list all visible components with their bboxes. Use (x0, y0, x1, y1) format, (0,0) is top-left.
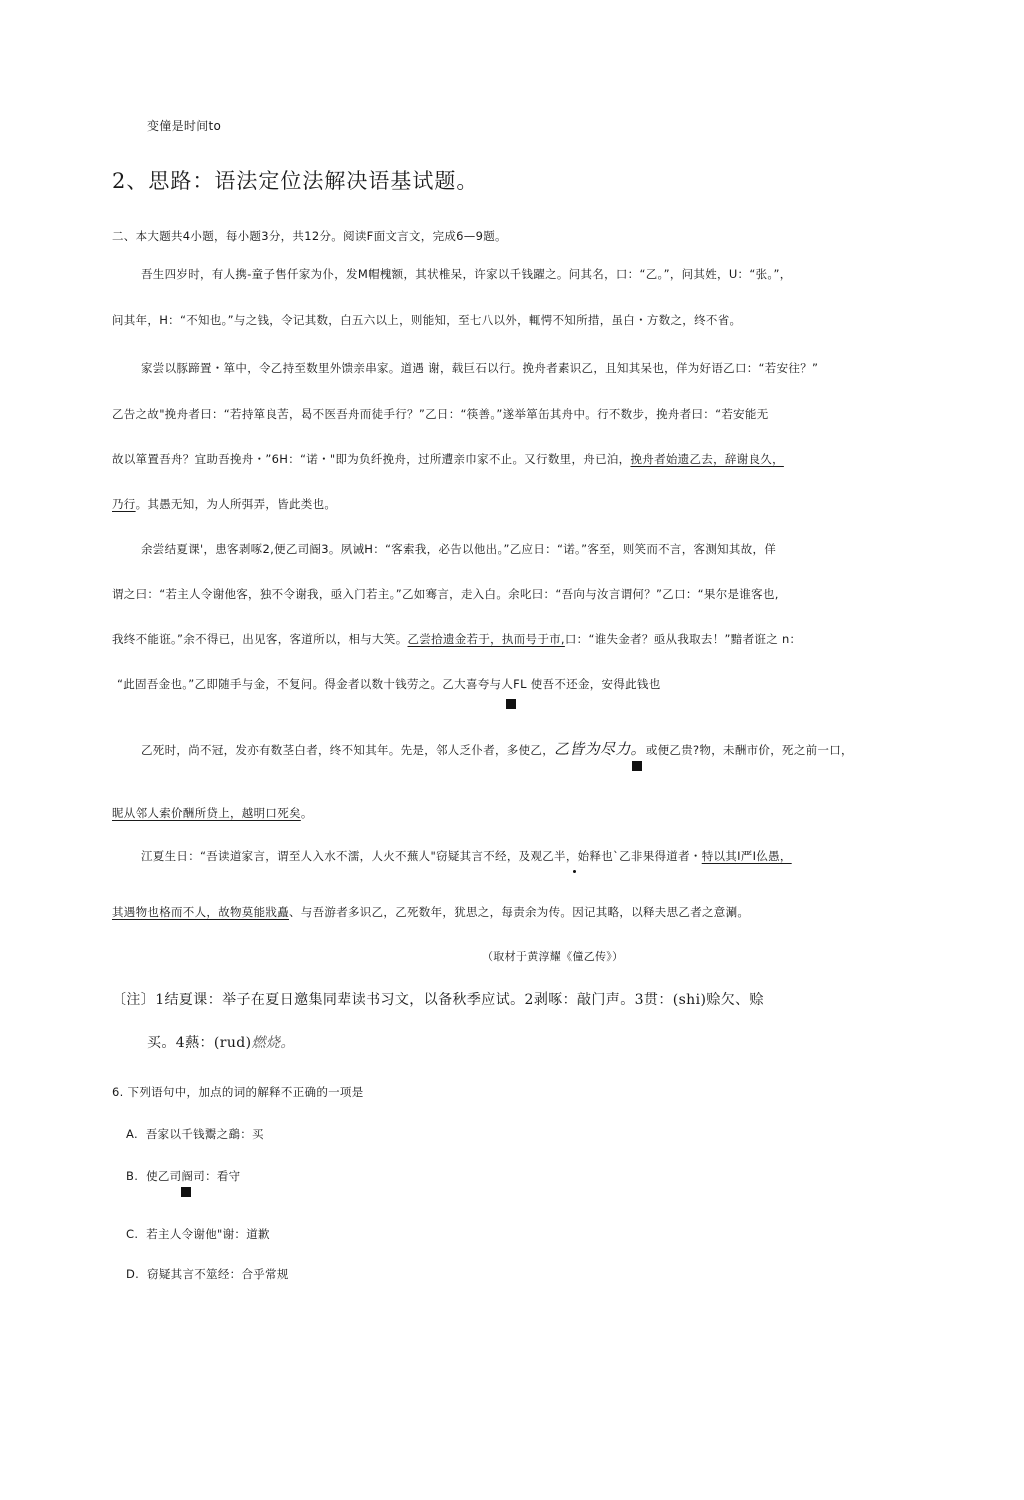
footnote-line: 〔注〕1结夏课：举子在夏日邀集同辈读书习文，以备秋季应试。2剥啄：敲门声。3贯：(shi)赊欠、赊 (112, 992, 764, 1008)
passage-line: 吾生四岁时，有人携-童子售仟家为仆，发M帽槐额，其状椎呆，许家以千钱躍之。问其名，口：“乙。”，问其姓，U：“张。”， (141, 267, 792, 281)
option-b[interactable] (126, 1168, 240, 1184)
underlined-text: 乃行 (112, 497, 136, 511)
option-letter: C. (126, 1227, 139, 1241)
passage-line (112, 805, 313, 821)
footnote-text: 燃烧。 (251, 1035, 295, 1051)
passage-text: 、与吾游者多识乙，乙死数年，犹思之，每责余为传。因记其略，以释夫思乙者之意涮。 (289, 905, 750, 919)
option-text: 使乙司阍司：看守 (146, 1169, 241, 1183)
underlined-text: 挽舟者始遗乙去，辞谢良久， (630, 452, 784, 466)
passage-line: 谓之曰：“若主人令谢他客，独不令谢我，亟入门若主。”乙如骞言，走入白。余叱曰：“吾向与汝言谓何？”乙口：“果尔是谁客也, (112, 587, 779, 601)
passage-line (141, 848, 792, 864)
passage-text: 或便乙贵?物，未酬市价，死之前一口， (645, 743, 853, 757)
option-text: 吾家以千钱鬻之鷂：买 (145, 1127, 264, 1141)
option-text: 窃疑其言不筮经：合乎常规 (147, 1267, 289, 1281)
option-letter: A. (126, 1127, 138, 1141)
passage-text: 。其愚无知，为人所弭弄，皆此类也。 (135, 497, 337, 511)
black-square-mark (632, 761, 642, 771)
underlined-text: 特以其I严I仫愚， (701, 849, 792, 863)
passage-line (112, 631, 801, 647)
passage-line (112, 496, 336, 512)
passage-text: 故以箪置吾舟？宜助吾挽舟・”6H：“诺・"即为负纤挽舟，过所遭亲巾家不止。又行数里，舟已泊， (112, 452, 631, 466)
passage-text: 江夏生日：“吾读道家言，谓至人入水不濡，人火不蕪人"窃疑其言不经，及观乙半，始释也`乙非果得道者・ (141, 849, 702, 863)
passage-text: 口：“谁失金者？亟从我取去！”黯者诳之 n： (564, 632, 802, 646)
source-citation: （取材于黄淳耀《僮乙传》） (482, 950, 624, 963)
passage-line: “此固吾金也。”乙即随手与金，不复问。得金者以数十钱劳之。乙大喜夸与人FL 使吾不还金，安得此钱也 (117, 677, 661, 691)
emphasized-text: 乙皆为尽力。 (554, 740, 646, 758)
footnote-text: 买。4爇：(rud) (147, 1035, 252, 1051)
underlined-text: 乙尝拾遗金若于，执而号于市, (407, 632, 565, 646)
passage-line: 家尝以豚蹄置・箪中，令乙持至数里外馈亲串家。道遇 谢，载巨石以行。挽舟者素识乙，且知其呆也，佯为好语乙口：“若安往？” (141, 361, 819, 375)
section-intro: 二、本大题共4小题，每小题3分，共12分。阅读F面文言文，完成6—9题。 (112, 229, 507, 243)
underlined-text: 其遇物也格而不人，故物莫能戕矗 (112, 905, 289, 919)
option-letter: B. (126, 1169, 139, 1183)
passage-line (141, 741, 853, 758)
passage-line: 乙告之故"挽舟者曰：“若持箪良苦，曷不医吾舟而徒手行？”乙日：“筷善。”遂举箪缶其舟中。行不数步，挽舟者曰：“若安能无 (112, 407, 769, 421)
black-square-mark (506, 699, 516, 709)
passage-text: 我终不能诳。”余不得已，出见客，客道所以，相与大笑。 (112, 632, 408, 646)
passage-text: 乙死时，尚不冠，发亦有数茎白者，终不知其年。先是，邻人乏仆者，多使乙， (141, 743, 554, 757)
option-c[interactable] (126, 1226, 270, 1242)
option-text: 若主人令谢他"谢：道歉 (146, 1227, 270, 1241)
passage-text: 。 (300, 806, 313, 820)
passage-line: 问其年，H：“不知也。”与之钱，令记其数，白五六以上，则能知，至七八以外，輒愕不知所措，虽白・方数之，终不省。 (112, 313, 742, 327)
question-stem: 6. 下列语句中，加点的词的解释不正确的一项是 (112, 1085, 364, 1099)
black-square-mark (181, 1187, 191, 1197)
option-letter: D. (126, 1267, 140, 1281)
underlined-text: 昵从邻人索价酬所贷上，越明口死矣 (112, 806, 301, 820)
option-a[interactable] (126, 1126, 264, 1142)
passage-line (112, 904, 749, 920)
option-d[interactable] (126, 1266, 289, 1282)
passage-line (112, 451, 784, 467)
section-heading: 2、思路：语法定位法解决语基试题。 (112, 169, 479, 193)
top-fragment: 变僮是时间to (147, 119, 222, 133)
footnote-line (147, 1033, 295, 1053)
emphasis-dot (573, 870, 576, 873)
passage-line: 余尝结夏课'，患客剥啄2,便乙司阍3。夙诫H：“客索我，必告以他出。”乙应日：“诺。”客至，则笑而不言，客测知其故，佯 (141, 542, 777, 556)
